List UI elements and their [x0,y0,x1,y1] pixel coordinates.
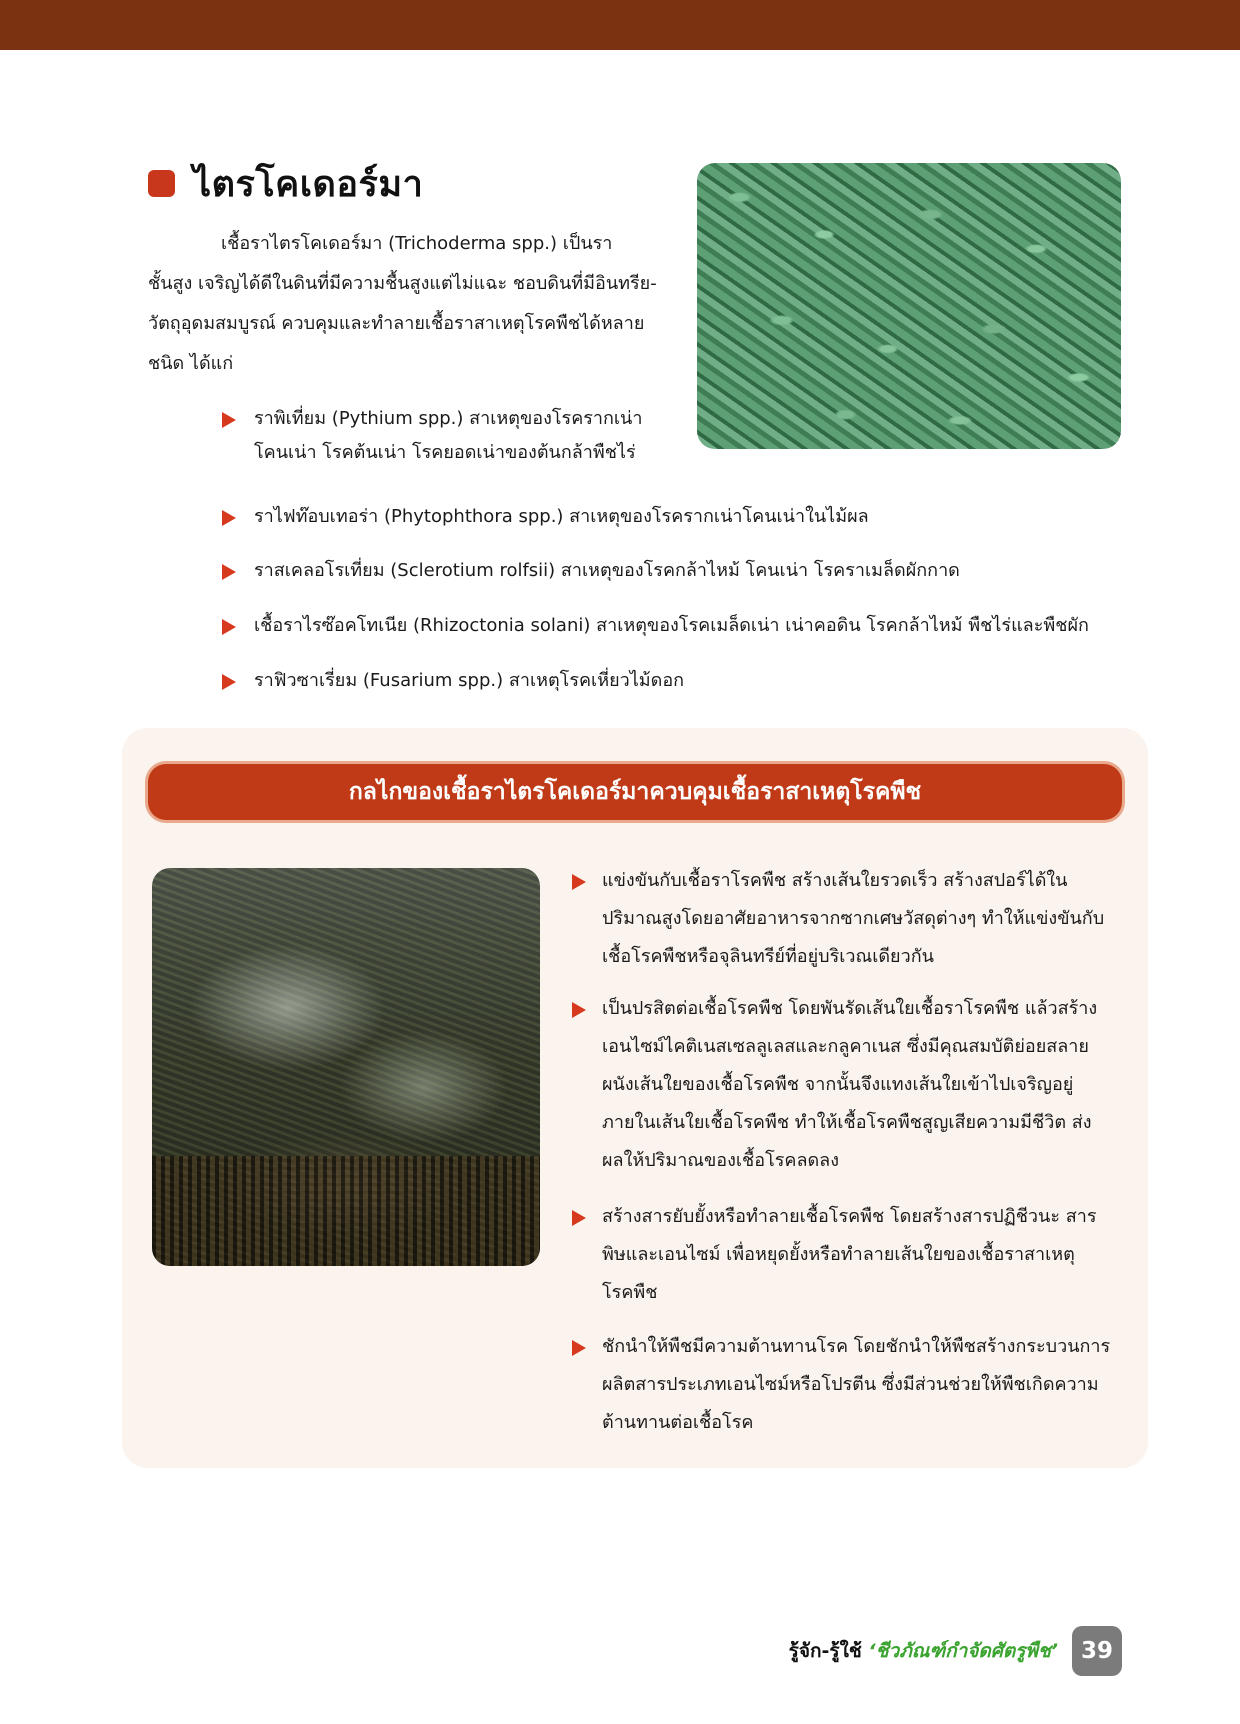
intro-line: ชั้นสูง เจริญได้ดีในดินที่มีความชื้นสูงแต่ไม่แฉะ ชอบดินที่มีอินทรีย- [148,273,657,294]
footer-emphasis: ‘ชีวภัณฑ์กำจัดศัตรูพืช’ [868,1640,1058,1662]
intro-paragraph [148,224,662,384]
bullet-arrow-icon [572,1002,586,1018]
mechanism-text: เป็นปรสิตต่อเชื้อโรคพืช โดยพันรัดเส้นใยเชื้อราโรคพืช แล้วสร้าง [602,998,1098,1019]
disease-text: ราสเคลอโรเที่ยม (Sclerotium rolfsii) สาเหตุของโรคกล้าไหม้ โคนเน่า โรคราเมล็ดผักกาด [254,560,960,581]
mechanism-item-inhibit [572,1198,1097,1312]
bullet-arrow-icon [222,564,236,580]
disease-item-fusarium [222,664,684,698]
disease-text: เชื้อราไรซ๊อคโทเนีย (Rhizoctonia solani) สาเหตุของโรคเมล็ดเน่า เน่าคอดิน โรคกล้าไหม้ พืชไร่และพืชผัก [254,615,1089,636]
page-title: ไตรโคเดอร์มา [193,163,424,205]
mechanism-text: ต้านทานต่อเชื้อโรค [602,1412,754,1433]
mechanism-item-resistance [572,1328,1110,1442]
disease-text: ราพิเที่ยม (Pythium spp.) สาเหตุของโรครากเน่า [254,408,643,429]
bullet-arrow-icon [572,1210,586,1226]
bullet-arrow-icon [222,412,236,428]
page-footer [789,1626,1122,1676]
mechanism-text: โรคพืช [602,1282,658,1303]
intro-line: วัตถุอุดมสมบูรณ์ ควบคุมและทำลายเชื้อราสาเหตุโรคพืชได้หลาย [148,313,645,334]
page-number-badge: 39 [1072,1626,1122,1676]
mechanism-text: พิษและเอนไซม์ เพื่อหยุดยั้งหรือทำลายเส้นใยของเชื้อราสาเหตุ [602,1244,1075,1265]
disease-item-sclerotium [222,554,960,588]
trichoderma-granules-photo [697,163,1121,449]
intro-line: เชื้อราไตรโคเดอร์มา (Trichoderma spp.) เป็นรา [221,233,613,254]
bullet-arrow-icon [222,674,236,690]
mechanism-item-compete [572,862,1104,976]
disease-item-rhizoctonia [222,609,1089,643]
section-title-row [148,158,423,208]
bullet-arrow-icon [572,874,586,890]
trichoderma-bags-photo [152,868,540,1266]
mechanism-item-parasite [572,990,1097,1180]
mechanism-text: ผลิตสารประเภทเอนไซม์หรือโปรตีน ซึ่งมีส่วนช่วยให้พืชเกิดความ [602,1374,1099,1395]
bullet-arrow-icon [222,619,236,635]
mechanism-text: ผนังเส้นใยของเชื้อโรคพืช จากนั้นจึงแทงเส้นใยเข้าไปเจริญอยู่ [602,1074,1074,1095]
mechanism-text: สร้างสารยับยั้งหรือทำลายเชื้อโรคพืช โดยสร้างสารปฏิชีวนะ สาร [602,1206,1097,1227]
mechanism-text: ชักนำให้พืชมีความต้านทานโรค โดยชักนำให้พืชสร้างกระบวนการ [602,1336,1111,1357]
mechanism-text: แข่งขันกับเชื้อราโรคพืช สร้างเส้นใยรวดเร็ว สร้างสปอร์ได้ใน [602,870,1068,891]
disease-item-phytophthora [222,500,869,534]
top-color-band [0,0,1240,50]
mechanism-text: เอนไซม์ไคติเนสเซลลูเลสและกลูคาเนส ซึ่งมีคุณสมบัติย่อยสลาย [602,1036,1089,1057]
title-square-icon [148,170,175,197]
mechanism-text: ปริมาณสูงโดยอาศัยอาหารจากซากเศษวัสดุต่างๆ ทำให้แข่งขันกับ [602,908,1105,929]
mechanism-text: เชื้อโรคพืชหรือจุลินทรีย์ที่อยู่บริเวณเดียวกัน [602,946,934,967]
disease-text: โคนเน่า โรคต้นเน่า โรคยอดเน่าของต้นกล้าพืชไร่ [254,442,636,463]
mechanism-text: ภายในเส้นใยเชื้อโรคพืช ทำให้เชื้อโรคพืชสูญเสียความมีชีวิต ส่ง [602,1112,1092,1133]
disease-item-pythium [222,402,642,470]
intro-line: ชนิด ได้แก่ [148,353,234,374]
mechanism-text: ผลให้ปริมาณของเชื้อโรคลดลง [602,1150,839,1171]
bullet-arrow-icon [222,510,236,526]
mechanism-heading: กลไกของเชื้อราไตรโคเดอร์มาควบคุมเชื้อราสาเหตุโรคพืช [148,764,1122,820]
footer-prefix: รู้จัก-รู้ใช้ [788,1640,869,1662]
footer-book-title [789,1636,1058,1666]
disease-text: ราฟิวซาเรี่ยม (Fusarium spp.) สาเหตุโรคเหี่ยวไม้ดอก [254,670,685,691]
disease-text: ราไฟท๊อบเทอร่า (Phytophthora spp.) สาเหตุของโรครากเน่าโคนเน่าในไม้ผล [254,506,869,527]
bullet-arrow-icon [572,1340,586,1356]
